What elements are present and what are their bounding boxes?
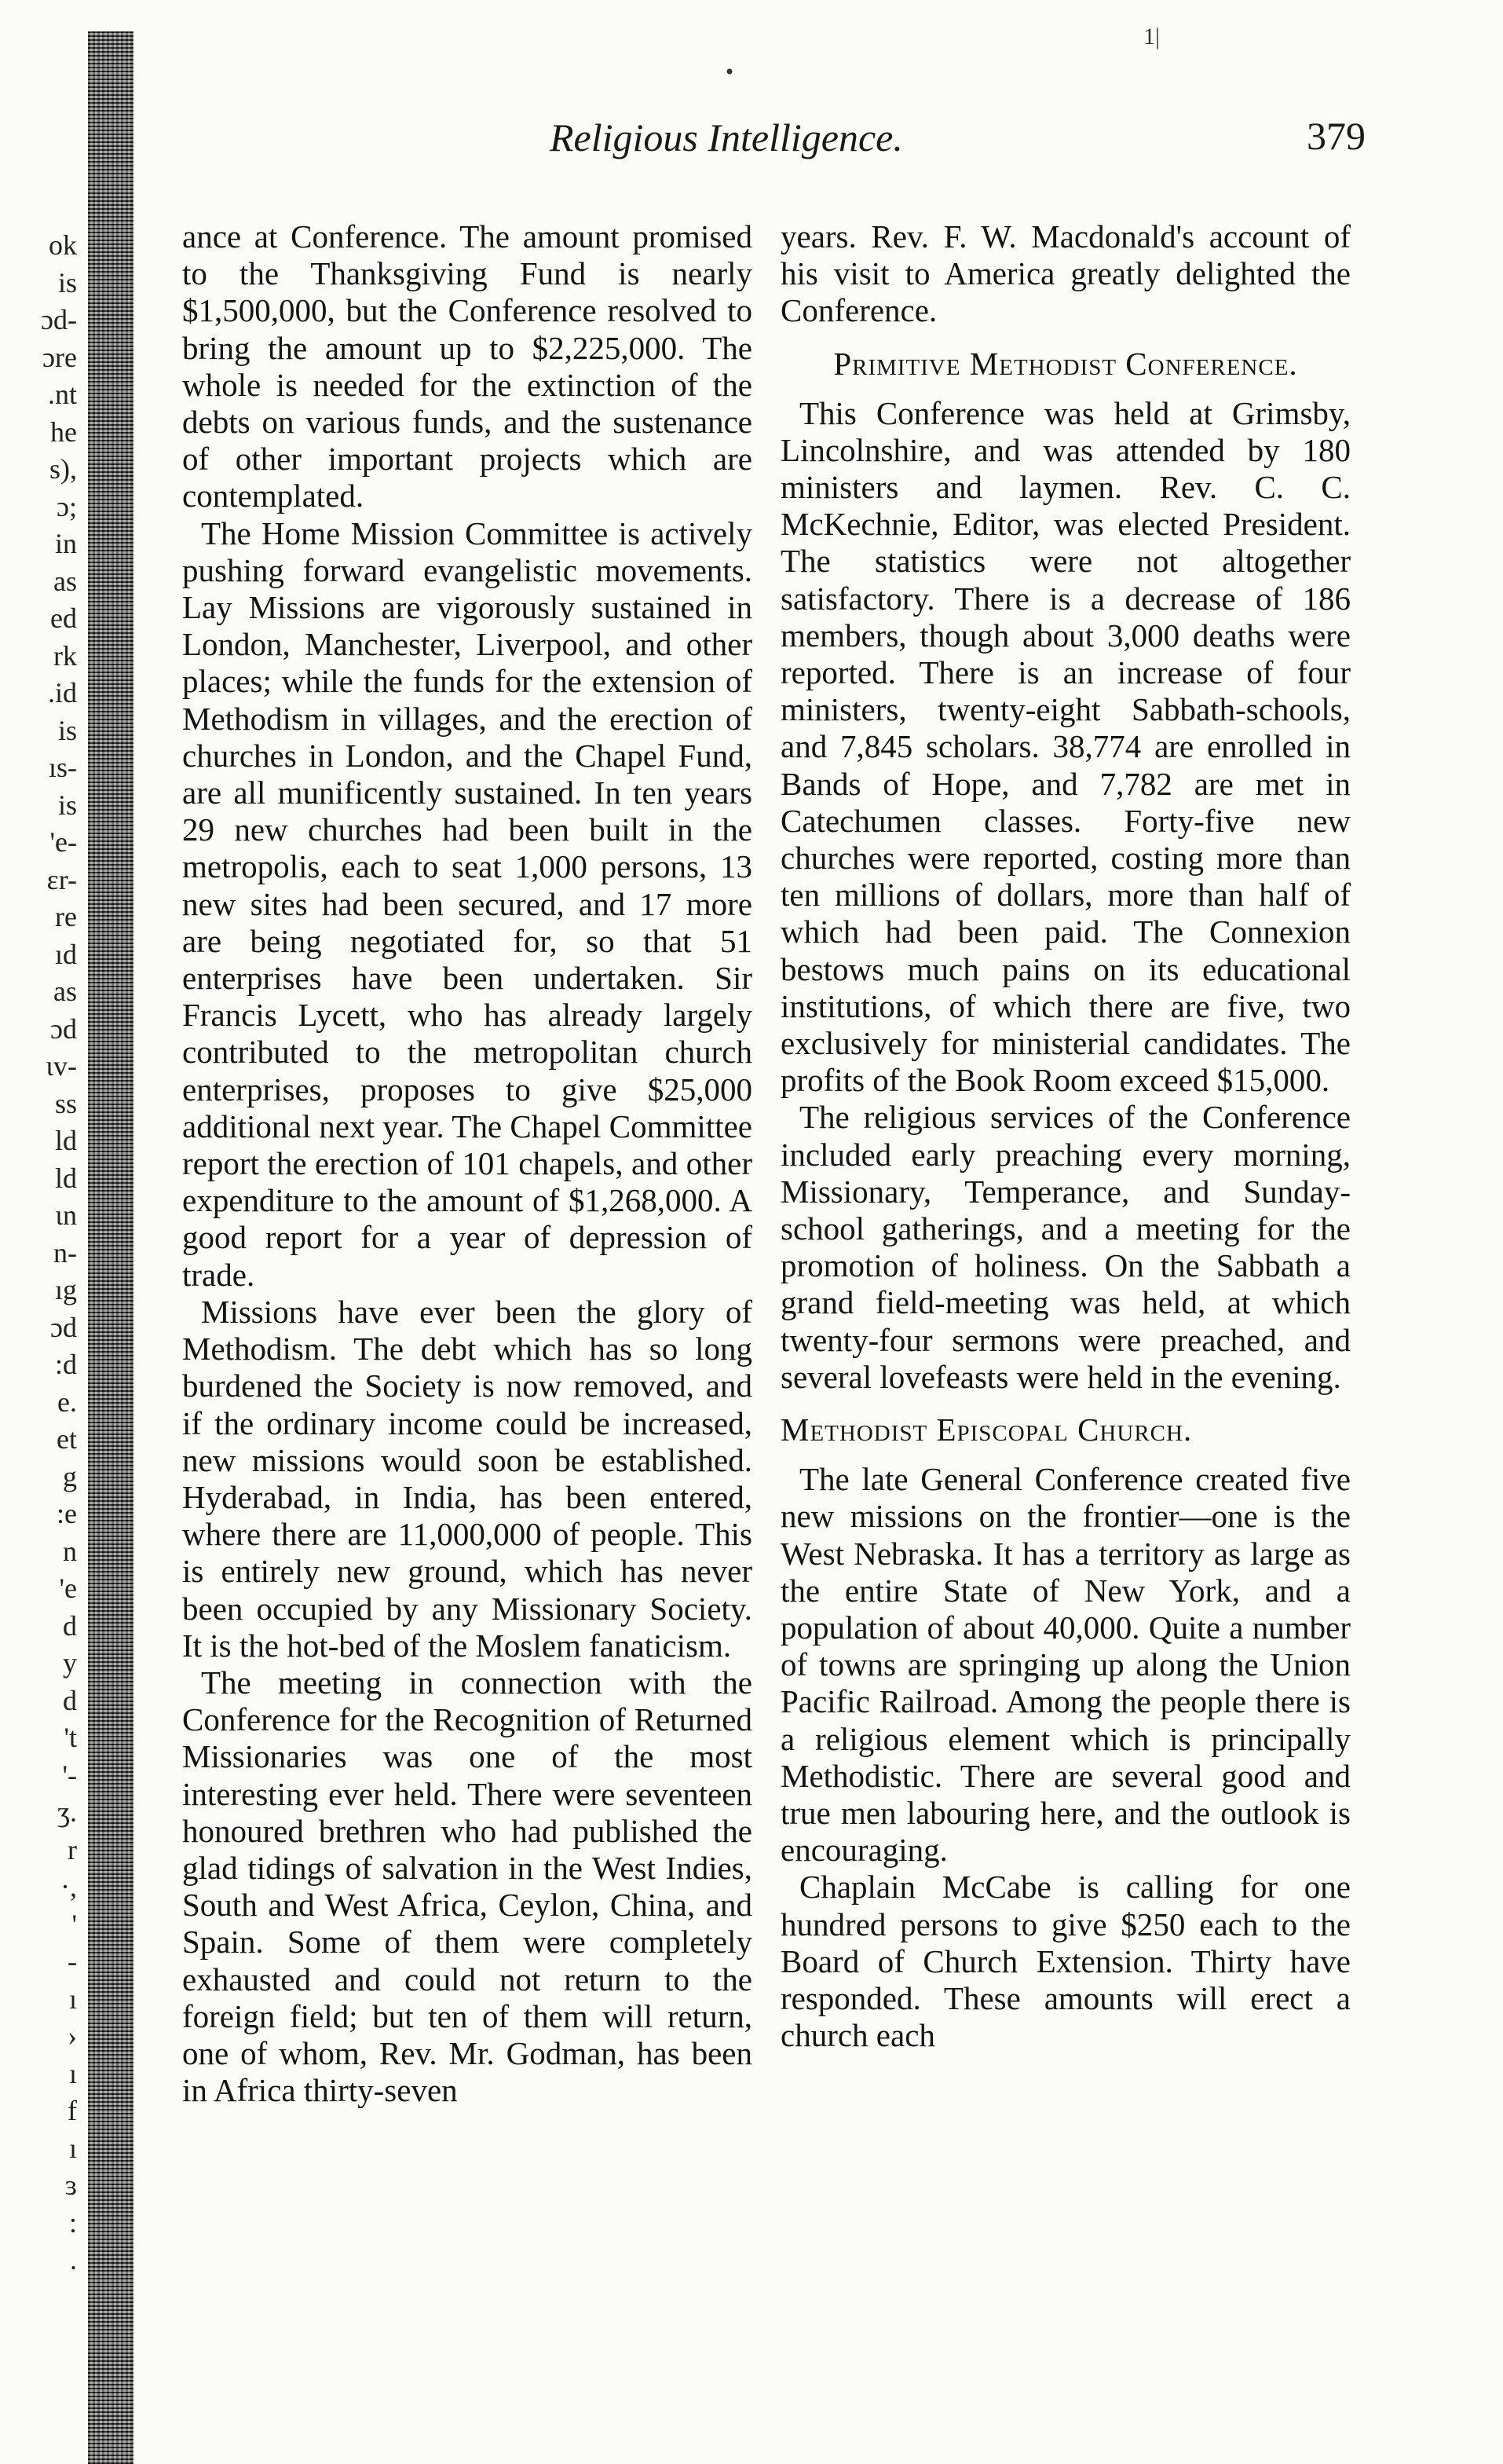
edge-fragment: ed — [50, 602, 77, 634]
paragraph: ance at Conference. The amount promised to the Thanksgiving Fund is nearly $1,500,000, but the Conference resolved to bring the amount up to $2,225,000. The whole is needed for the extinction of the debts on various funds, and the sustenance of other important projects which are contemplated. — [182, 218, 752, 514]
edge-fragment: ld — [54, 1125, 77, 1156]
edge-fragment: ı — [68, 1983, 77, 2015]
edge-fragment: he — [50, 416, 77, 448]
edge-fragment: ɔd — [50, 1311, 77, 1343]
edge-fragment: ss — [54, 1087, 77, 1119]
edge-fragment: in — [54, 528, 77, 559]
edge-fragment: 'e- — [49, 826, 77, 858]
paragraph: The late General Conference created five new missions on the frontier—one is the West Nebraska. It has a territory as large as the entire State of New York, and a population of about 40,000. Quite a number of towns are springing up along the Union Pacific Railroad. Among the people there is a religious element which is principally Methodistic. There are several good and true men labouring here, and the outlook is encouraging. — [781, 1461, 1351, 1869]
edge-fragment: n — [63, 1535, 77, 1567]
edge-fragment: ʒ. — [57, 1796, 77, 1828]
edge-fragment: ɩv- — [46, 1050, 77, 1082]
paragraph: years. Rev. F. W. Macdonald's account of his visit to America greatly delighted the Conference. — [781, 218, 1351, 329]
edge-fragment: 't — [64, 1722, 77, 1753]
edge-fragment: e. — [57, 1386, 77, 1418]
edge-fragment: is — [57, 266, 77, 298]
paragraph: The religious services of the Conference included early preaching every morning, Missionary, Temperance, and Sunday-school gatherings, and a meeting for the promotion of holiness. On the Sabbath a grand field-meeting was held, at which twenty-four sermons were preached, and several lovefeasts were held in the evening. — [781, 1099, 1351, 1395]
edge-fragment: d — [63, 1609, 77, 1642]
dot-mark: • — [724, 61, 736, 83]
edge-fragment: › — [68, 2020, 77, 2052]
edge-fragment: '- — [62, 1759, 77, 1791]
left-column — [182, 218, 752, 2109]
edge-fragment: ɔd- — [41, 304, 77, 335]
edge-fragment: g — [63, 1460, 77, 1492]
edge-fragment: et — [57, 1423, 77, 1455]
edge-fragment: ok — [49, 229, 77, 261]
top-mark: 1| — [1143, 24, 1161, 49]
edge-fragment: is — [57, 714, 77, 746]
section-heading: Methodist Episcopal Church. — [781, 1411, 1193, 1448]
edge-fragment: n- — [53, 1236, 77, 1269]
edge-fragment: as — [53, 565, 77, 597]
edge-fragment: ld — [54, 1162, 77, 1194]
edge-fragment: rk — [53, 639, 77, 672]
edge-fragment: .nt — [47, 379, 77, 410]
edge-fragment: ɜ — [64, 2169, 77, 2201]
edge-fragment: is — [57, 789, 77, 821]
edge-fragment: : — [68, 2206, 77, 2239]
edge-fragment: ɔ; — [57, 490, 77, 522]
edge-fragment: d — [63, 1684, 77, 1716]
edge-fragment: s), — [49, 453, 77, 485]
paragraph: Chaplain McCabe is calling for one hundred persons to give $250 each to the Board of Church Extension. Thirty have responded. These amounts will erect a church each — [781, 1869, 1351, 2054]
edge-fragment: ɔd — [50, 1012, 77, 1045]
edge-fragment: f — [68, 2095, 77, 2126]
edge-fragment: ıd — [54, 938, 77, 970]
edge-fragment: ɔre — [42, 341, 77, 373]
edge-fragment: :d — [54, 1349, 77, 1380]
binding-gutter — [88, 31, 133, 2464]
edge-fragment: y — [63, 1647, 77, 1679]
edge-fragment: ı — [68, 2132, 77, 2164]
edge-fragment: as — [53, 976, 77, 1007]
section-heading: Primitive Methodist Conference. — [833, 345, 1298, 382]
edge-fragment: r — [68, 1833, 77, 1865]
paragraph: The Home Mission Committee is actively pushing forward evangelistic movements. Lay Missions are vigorously sustained in London, Manchester, Liverpool, and other places; while the funds for the extension of Methodism in villages, and the erection of churches in London, and the Chapel Fund, are all munificently sustained. In ten years 29 new churches had been built in the metropolis, each to seat 1,000 persons, 13 new sites had been secured, and 17 more are being negotiated for, so that 51 enterprises have been undertaken. Sir Francis Lycett, who has already largely contributed to the metropolitan church enterprises, proposes to give $25,000 additional next year. The Chapel Committee report the erection of 101 chapels, and other expenditure to the amount of $1,268,000. A good report for a year of depression of trade. — [182, 514, 752, 1293]
edge-fragment: ıg — [54, 1274, 77, 1305]
edge-fragment: ·, — [60, 1871, 77, 1902]
adjacent-page-edge — [0, 0, 88, 2464]
edge-fragment: .id — [47, 677, 77, 708]
edge-fragment: ɛr- — [46, 863, 77, 895]
paragraph: The meeting in connection with the Conference for the Recognition of Returned Missionaries was one of the most interesting ever held. There were seventeen honoured brethren who had published the glad tidings of salvation in the West Indies, South and West Africa, Ceylon, China, and Spain. Some of them were completely exhausted and could not return to the foreign field; but ten of them will return, one of whom, Rev. Mr. Godman, has been in Africa thirty-seven — [182, 1664, 752, 2109]
running-header-title: Religious Intelligence. — [550, 115, 903, 159]
edge-fragment: :e — [57, 1498, 77, 1529]
paragraph: Missions have ever been the glory of Methodism. The debt which has so long burdened the Society is now removed, and if the ordinary income could be increased, new missions would soon be established. Hyderabad, in India, has been entered, where there are 11,000,000 of people. This is entirely new ground, which has never been occupied by any Missionary Society. It is the hot-bed of the Moslem fanaticism. — [182, 1293, 752, 1664]
edge-fragment: ' — [71, 1908, 77, 1940]
right-column — [781, 218, 1351, 2054]
edge-fragment: ı — [68, 2057, 77, 2089]
page-number: 379 — [1307, 114, 1366, 158]
edge-fragment: re — [55, 901, 77, 932]
paragraph: This Conference was held at Grimsby, Lincolnshire, and was attended by 180 ministers and laymen. Rev. C. C. McKechnie, Editor, was elected President. The statistics were not altogether satisfactory. There is a decrease of 186 members, though about 3,000 deaths were reported. There is an increase of four ministers, twenty-eight Sabbath-schools, and 7,845 scholars. 38,774 are enrolled in Bands of Hope, and 7,782 are met in Catechumen classes. Forty-five new churches were reported, costing more than ten millions of dollars, more than half of which had been paid. The Connexion bestows much pains on its educational institutions, of which there are five, two exclusively for ministerial candidates. The profits of the Book Room exceed $15,000. — [781, 394, 1351, 1099]
edge-fragment: - — [68, 1946, 77, 1977]
edge-fragment: ɩn — [55, 1199, 77, 1231]
edge-fragment: ıs- — [49, 752, 77, 783]
edge-fragment: 'e — [59, 1572, 77, 1604]
edge-fragment: . — [70, 2244, 77, 2275]
